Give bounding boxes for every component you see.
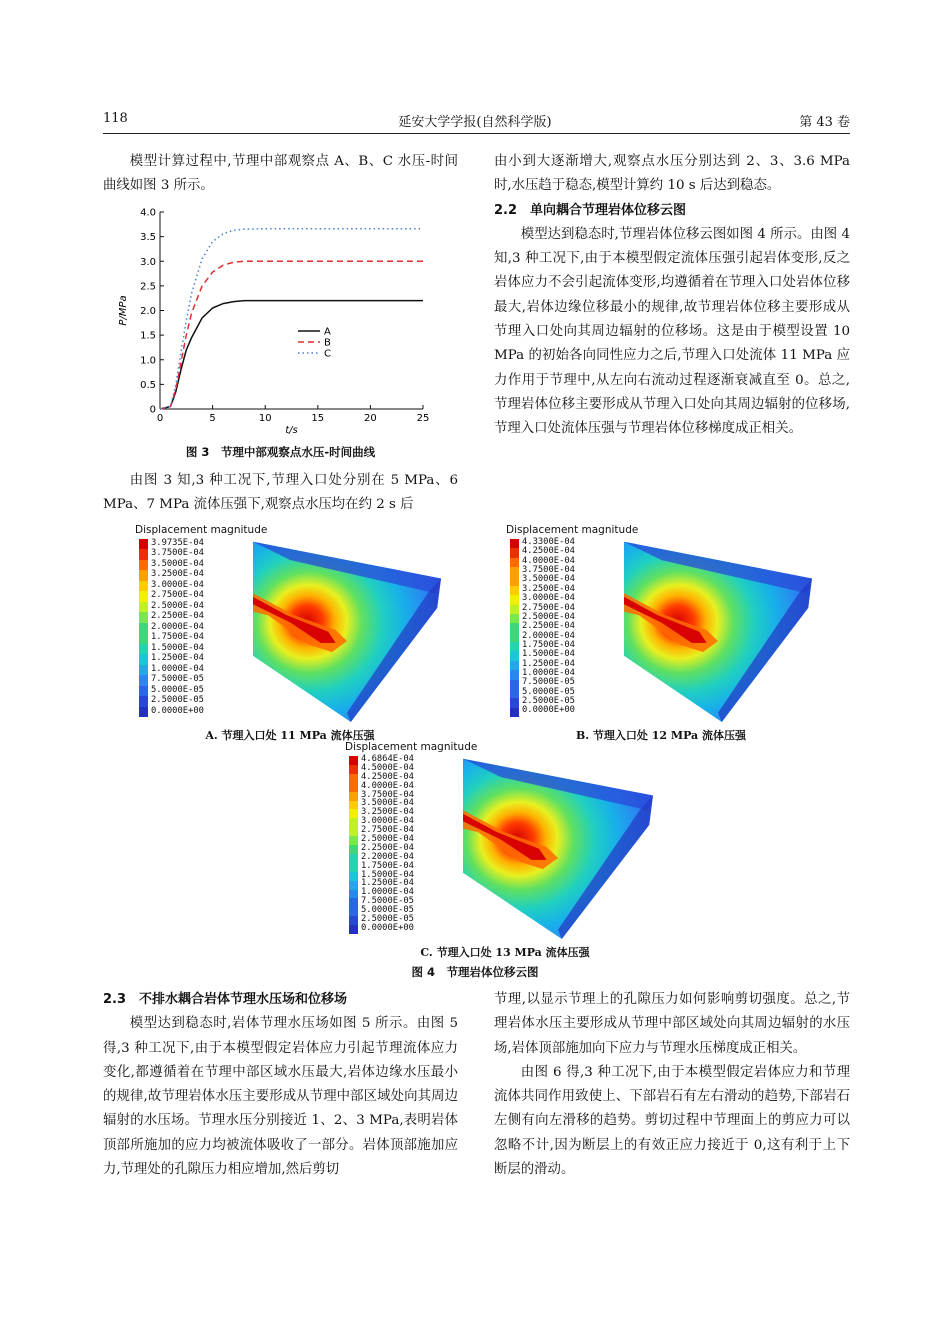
legend-label: 0.0000E+00 — [151, 705, 204, 716]
figure-4a-panel — [135, 524, 445, 729]
legend-labels — [522, 538, 575, 716]
legend-label: 1.7500E-04 — [151, 632, 204, 643]
legend-label: 4.0000E-04 — [361, 780, 414, 791]
legend-label: 3.0000E-04 — [151, 579, 204, 590]
legend-label: 2.0000E-04 — [522, 630, 575, 641]
right-para-3: 节理,以显示节理上的孔隙压力如何影响剪切强度。总之,节理岩体水压主要形成从节理中部区域处向其周边辐射的水压场,岩体顶部施加向下应力与节理水压梯度成正相关。 — [494, 992, 850, 1056]
figure-4b-panel — [506, 524, 816, 729]
legend-label: 7.5000E-05 — [522, 677, 575, 688]
figure-4c-panel — [345, 741, 665, 943]
legend-label: 2.7500E-04 — [361, 825, 414, 836]
legend-swatch — [510, 614, 519, 624]
legend-label: 1.2500E-04 — [151, 653, 204, 664]
legend-swatch — [139, 612, 148, 623]
legend-swatch — [139, 707, 148, 718]
x-tick-label: 15 — [311, 413, 325, 424]
series-line-A — [160, 301, 423, 409]
legend-label: 3.2500E-04 — [361, 807, 414, 818]
legend-swatch — [510, 661, 519, 671]
right-para-2: 模型达到稳态时,节理岩体位移云图如图 4 所示。由图 4 知,3 种工况下,由于本模型假定流体压强引起岩体变形,反之岩体应力不会引起流体变形,均遵循着在节理入口处岩体位移最大,岩体边缘位移最小的规律,故节理岩体位移主要形成从节理入口处向其周边辐射的位移场。这是由于模型设置 10 MPa 的初始各向同性应力之后,节理入口处流体 11 MPa 应力作用于节理中,从左向右流动过程逐渐衰减直至 0。总之,节理岩体位移主要形成从节理入口处向其周边辐射的位移场,节理入口处流体压强与节理岩体位移梯度成正相关。 — [494, 226, 850, 437]
left-col-bottom — [103, 988, 458, 1182]
legend-label: 5.0000E-05 — [361, 905, 414, 916]
legend-label: 2.2500E-04 — [151, 611, 204, 622]
legend-label: 2.7500E-04 — [522, 602, 575, 613]
legend-swatch — [139, 675, 148, 686]
y-axis-label: P/MPa — [118, 295, 129, 326]
legend-swatch — [139, 644, 148, 655]
legend-label: 3.7500E-04 — [361, 789, 414, 800]
legend-label: 1.5000E-04 — [361, 869, 414, 880]
legend-label: 1.0000E-04 — [361, 887, 414, 898]
contour-plot — [624, 538, 812, 722]
legend-swatch — [510, 633, 519, 643]
legend-swatch — [139, 654, 148, 665]
legend-label: 4.2500E-04 — [522, 546, 575, 557]
legend-label: 1.0000E-04 — [151, 663, 204, 674]
figure-4c-caption: C. 节理入口处 13 MPa 流体压强 — [420, 946, 590, 959]
left-para-1-text: 模型计算过程中,节理中部观察点 A、B、C 水压-时间曲线如图 3 所示。 — [103, 154, 458, 194]
legend-label: 3.7500E-04 — [151, 548, 204, 559]
legend-label: 2.0000E-04 — [151, 621, 204, 632]
legend-label: 1.2500E-04 — [522, 658, 575, 669]
figure-4b-caption: B. 节理入口处 12 MPa 流体压强 — [575, 729, 747, 742]
legend-label: 1.2500E-04 — [361, 878, 414, 889]
legend-label: 3.5000E-04 — [361, 798, 414, 809]
legend-label: 4.6864E-04 — [361, 754, 414, 764]
legend-swatch — [139, 549, 148, 560]
right-para-4: 由图 6 得,3 种工况下,由于本模型假定岩体应力和节理流体共同作用致使上、下部岩石有左右滑动的趋势,下部岩石左侧有向左滑移的趋势。剪切过程中节理面上的剪应力可以忽略不计,因为断层上的有效正应力接近于 0,这有利于上下断层的滑动。 — [494, 1064, 850, 1178]
series-line-C — [160, 229, 423, 409]
legend-label: 2.2000E-04 — [361, 851, 414, 862]
x-tick-label: 20 — [364, 413, 377, 424]
right-col-bottom — [494, 988, 850, 1182]
legend-title: Displacement magnitude — [135, 524, 268, 536]
left-para-2-text: 由图 3 知,3 种工况下,节理入口处分别在 5 MPa、6 MPa、7 MPa 流体压强下,观察点水压均在约 2 s 后 — [103, 473, 458, 513]
contour-plot — [463, 755, 653, 939]
y-tick-label: 4.0 — [140, 207, 156, 219]
y-tick-label: 3.5 — [140, 232, 156, 244]
legend-labels — [151, 538, 204, 716]
y-tick-label: 2.5 — [140, 281, 156, 293]
section-2-3-heading: 2.3 不排水耦合岩体节理水压场和位移场 — [103, 992, 348, 1007]
left-para-1 — [103, 150, 458, 199]
legend-labels — [361, 755, 414, 933]
y-tick-label: 1.0 — [140, 355, 156, 367]
legend-title: Displacement magnitude — [506, 524, 639, 536]
volume-label: 第 43 卷 — [799, 115, 850, 130]
legend-label: 2.7500E-04 — [151, 590, 204, 601]
legend-label: 2.5000E-05 — [361, 914, 414, 925]
legend-label: 7.5000E-05 — [151, 674, 204, 685]
legend-swatch — [139, 560, 148, 571]
legend-label: 4.3300E-04 — [522, 537, 575, 547]
figure-3-chart — [112, 200, 442, 440]
legend-label: 4.5000E-04 — [361, 762, 414, 773]
legend-label: 2.5000E-04 — [522, 611, 575, 622]
x-tick-label: 10 — [258, 413, 272, 424]
legend-label: 4.2500E-04 — [361, 771, 414, 782]
legend-swatch — [139, 581, 148, 592]
legend-swatch — [139, 623, 148, 634]
legend-swatch — [510, 680, 519, 690]
section-2-2-heading: 2.2 单向耦合节理岩体位移云图 — [494, 202, 687, 218]
legend-swatch — [139, 686, 148, 697]
journal-title: 延安大学学报(自然科学版) — [398, 115, 552, 130]
y-tick-label: 0 — [149, 404, 156, 416]
y-tick-label: 0.5 — [140, 379, 156, 391]
legend-label: 3.2500E-04 — [151, 569, 204, 580]
legend-swatch — [139, 570, 148, 581]
legend-label: 2.2500E-04 — [522, 621, 575, 632]
legend-label: 1.7500E-04 — [522, 639, 575, 650]
legend-title: Displacement magnitude — [345, 741, 478, 753]
legend-label: 0.0000E+00 — [361, 922, 414, 933]
legend-swatch — [139, 591, 148, 602]
legend-label: 2.5000E-04 — [151, 600, 204, 611]
legend-label: 3.5000E-04 — [151, 558, 204, 569]
legend-swatch — [139, 539, 148, 550]
legend-label: 2.2500E-04 — [361, 842, 414, 853]
legend-label: 3.5000E-04 — [522, 574, 575, 585]
legend-swatch — [510, 698, 519, 708]
legend-swatch — [510, 595, 519, 605]
legend-label: 3.7500E-04 — [522, 565, 575, 576]
y-tick-label: 3.0 — [140, 256, 156, 268]
legend-swatch — [510, 586, 519, 596]
legend-label: 1.5000E-04 — [522, 649, 575, 660]
legend-swatch — [349, 925, 358, 934]
legend-label-A: A — [324, 326, 331, 338]
right-para-1: 由小到大逐渐增大,观察点水压分别达到 2、3、3.6 MPa 时,水压趋于稳态,模型计算约 10 s 后达到稳态。 — [494, 154, 850, 194]
figure-3-caption: 图 3 节理中部观察点水压-时间曲线 — [185, 445, 376, 459]
figure-4-caption: 图 4 节理岩体位移云图 — [411, 965, 539, 979]
x-tick-label: 25 — [416, 413, 430, 424]
legend-swatch — [510, 708, 519, 718]
legend-label: 2.5000E-05 — [151, 695, 204, 706]
legend-swatch — [510, 651, 519, 661]
legend-label: 3.0000E-04 — [522, 593, 575, 604]
legend-swatch — [510, 567, 519, 577]
header-rule — [103, 133, 850, 134]
figure-4a-caption: A. 节理入口处 11 MPa 流体压强 — [205, 729, 375, 742]
legend-label: 1.0000E-04 — [522, 668, 575, 679]
legend-swatch — [139, 696, 148, 707]
x-axis-label: t/s — [285, 425, 298, 436]
legend-swatch — [139, 602, 148, 613]
legend-label-B: B — [324, 337, 331, 349]
legend-label: 2.5000E-05 — [522, 696, 575, 707]
y-tick-label: 1.5 — [140, 330, 156, 342]
legend-label: 1.5000E-04 — [151, 642, 204, 653]
legend-label: 0.0000E+00 — [522, 705, 575, 716]
page-number: 118 — [103, 111, 128, 126]
left-para-2 — [103, 469, 458, 518]
y-tick-label: 2.0 — [140, 306, 156, 317]
series-line-B — [160, 261, 423, 409]
x-tick-label: 0 — [156, 413, 164, 424]
contour-plot — [253, 538, 441, 722]
legend-label: 5.0000E-05 — [522, 686, 575, 697]
legend-label: 2.5000E-04 — [361, 834, 414, 845]
legend-label: 3.0000E-04 — [361, 816, 414, 827]
legend-label: 4.0000E-04 — [522, 555, 575, 566]
right-col-top — [494, 150, 850, 442]
x-tick-label: 5 — [209, 413, 216, 424]
legend-label-C: C — [324, 348, 331, 360]
legend-label: 3.9735E-04 — [151, 538, 204, 548]
legend-label: 5.0000E-05 — [151, 684, 204, 695]
left-para-3: 模型达到稳态时,岩体节理水压场如图 5 所示。由图 5 得,3 种工况下,由于本模型假定岩体应力引起节理流体应力变化,都遵循着在节理中部区域水压最大,岩体边缘水压最小的规律,故节理岩体水压主要形成从节理中部区域处向其周边辐射的水压场。节理水压分别接近 1、2、3 MPa,表明岩体顶部所施加的应力均被流体吸收了一部分。岩体顶部施加应力,节理处的孔隙压力相应增加,然后剪切 — [103, 1016, 458, 1178]
legend-label: 1.7500E-04 — [361, 860, 414, 871]
legend-swatch — [510, 548, 519, 558]
legend-swatch — [139, 633, 148, 644]
legend-swatch — [139, 665, 148, 676]
legend-label: 7.5000E-05 — [361, 896, 414, 907]
legend-label: 3.2500E-04 — [522, 583, 575, 594]
